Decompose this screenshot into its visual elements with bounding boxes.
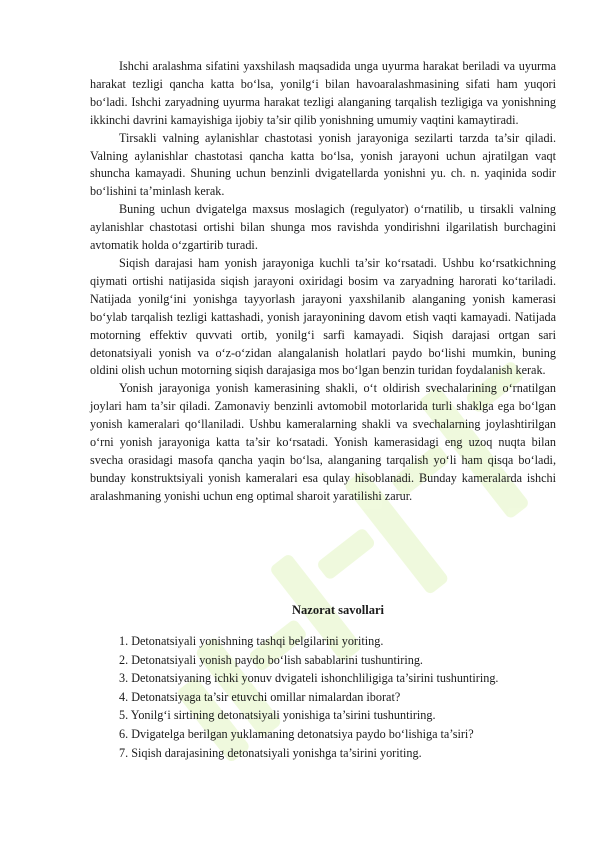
list-item: 3. Detonatsiyaning ichki yonuv dvigateli ishonchliligiga ta’sirini tushuntiring. [119, 671, 499, 686]
question-list [119, 632, 579, 762]
list-item: 4. Detonatsiyaga ta’sir etuvchi omillar nimalardan iborat? [119, 689, 401, 704]
paragraph: Tirsakli valning aylanishlar chastotasi yonish jarayoniga sezilarti tarzda ta’sir qiladi. Valning aylanishlar chastotasi qancha katta bo‘lsa, yonish jarayoni uchun ajratilgan vaqt shuncha kamayadi. Shuning uchun benzinli dvigatellarda yonishni yu. ch. n. yaqinida sodir bo‘lishini ta’minlash kerak. [90, 130, 556, 199]
section-heading: Nazorat savollari [292, 603, 384, 617]
list-item: 5. Yonilg‘i sirtining detonatsiyali yonishiga ta’sirini tushuntiring. [119, 708, 436, 723]
body-text [90, 58, 556, 506]
list-item: 7. Siqish darajasining detonatsiyali yonishga ta’sirini yoriting. [119, 745, 422, 760]
list-item: 1. Detonatsiyali yonishning tashqi belgilarini yoriting. [119, 634, 384, 648]
paragraph: Siqish darajasi ham yonish jarayoniga kuchli ta’sir ko‘rsatadi. Ushbu ko‘rsatkichning qiymati ortishi natijasida siqish jarayoni oxiridagi bosim va zaryadning harorati ko‘tariladi. Natijada yonilg‘ini yonishga tayyorlash jarayoni yaxshilanib alanganing yonish kamerasi bo‘ylab tarqalish tezligi kattashadi, yonish jarayonining davom etish vaqti kamayadi. Natijada motorning effektiv quvvati ortib, yonilg‘i sarfi kamayadi. Siqish darajasi ortgan sari detonatsiyali yonish va o‘z-o‘zidan alangalanish holatlari paydo bo‘lishi mumkin, buning oldini olish uchun motorning siqish darajasiga mos bo‘lgan benzin turidan foydalanish kerak. [90, 255, 556, 378]
list-item: 6. Dvigatelga berilgan yuklamaning detonatsiya paydo bo‘lishiga ta’siri? [119, 726, 474, 741]
paragraph: Ishchi aralashma sifatini yaxshilash maqsadida unga uyurma harakat beriladi va uyurma harakat tezligi qancha katta bo‘lsa, yonilg‘i bilan havoaralashmasining sifati ham yuqori bo‘ladi. Ishchi zaryadning uyurma harakat tezligi alanganing tarqalish tezligiga va yonishning ikkinchi davrini kamayishiga ijobiy ta’sir qilib yonishning umumiy vaqtini kamaytiradi. [90, 59, 556, 127]
list-item: 2. Detonatsiyali yonish paydo bo‘lish sabablarini tushuntiring. [119, 652, 423, 667]
paragraph: Buning uchun dvigatelga maxsus moslagich (regulyator) o‘rnatilib, u tirsakli valning aylanishlar chastotasi ortishi bilan shunga mos ravishda yondirishni ilgarilatish burchagini avtomatik holda o‘zgartirib turadi. [90, 202, 556, 253]
paragraph: Yonish jarayoniga yonish kamerasining shakli, o‘t oldirish svechalarining o‘rnatilgan joylari ham ta’sir qiladi. Zamonaviy benzinli avtomobil motorlarida turli shaklga ega bo‘lgan yonish kameralari qo‘llaniladi. Ushbu kameralarning shakli va svechalarning joylashtirilgan o‘rni yonish jarayoniga katta ta’sir ko‘rsatadi. Yonish kamerasidagi eng uzoq nuqta bilan svecha orasidagi masofa qancha yaqin bo‘lsa, alanganing tarqalish yo‘li ham qisqa bo‘ladi, bunday konstruktsiyali yonish kameralari esa qulay hisoblanadi. Bunday kameralarda ishchi aralashmaning yonishi uchun eng optimal sharoit yaratilishi zarur. [90, 381, 556, 503]
